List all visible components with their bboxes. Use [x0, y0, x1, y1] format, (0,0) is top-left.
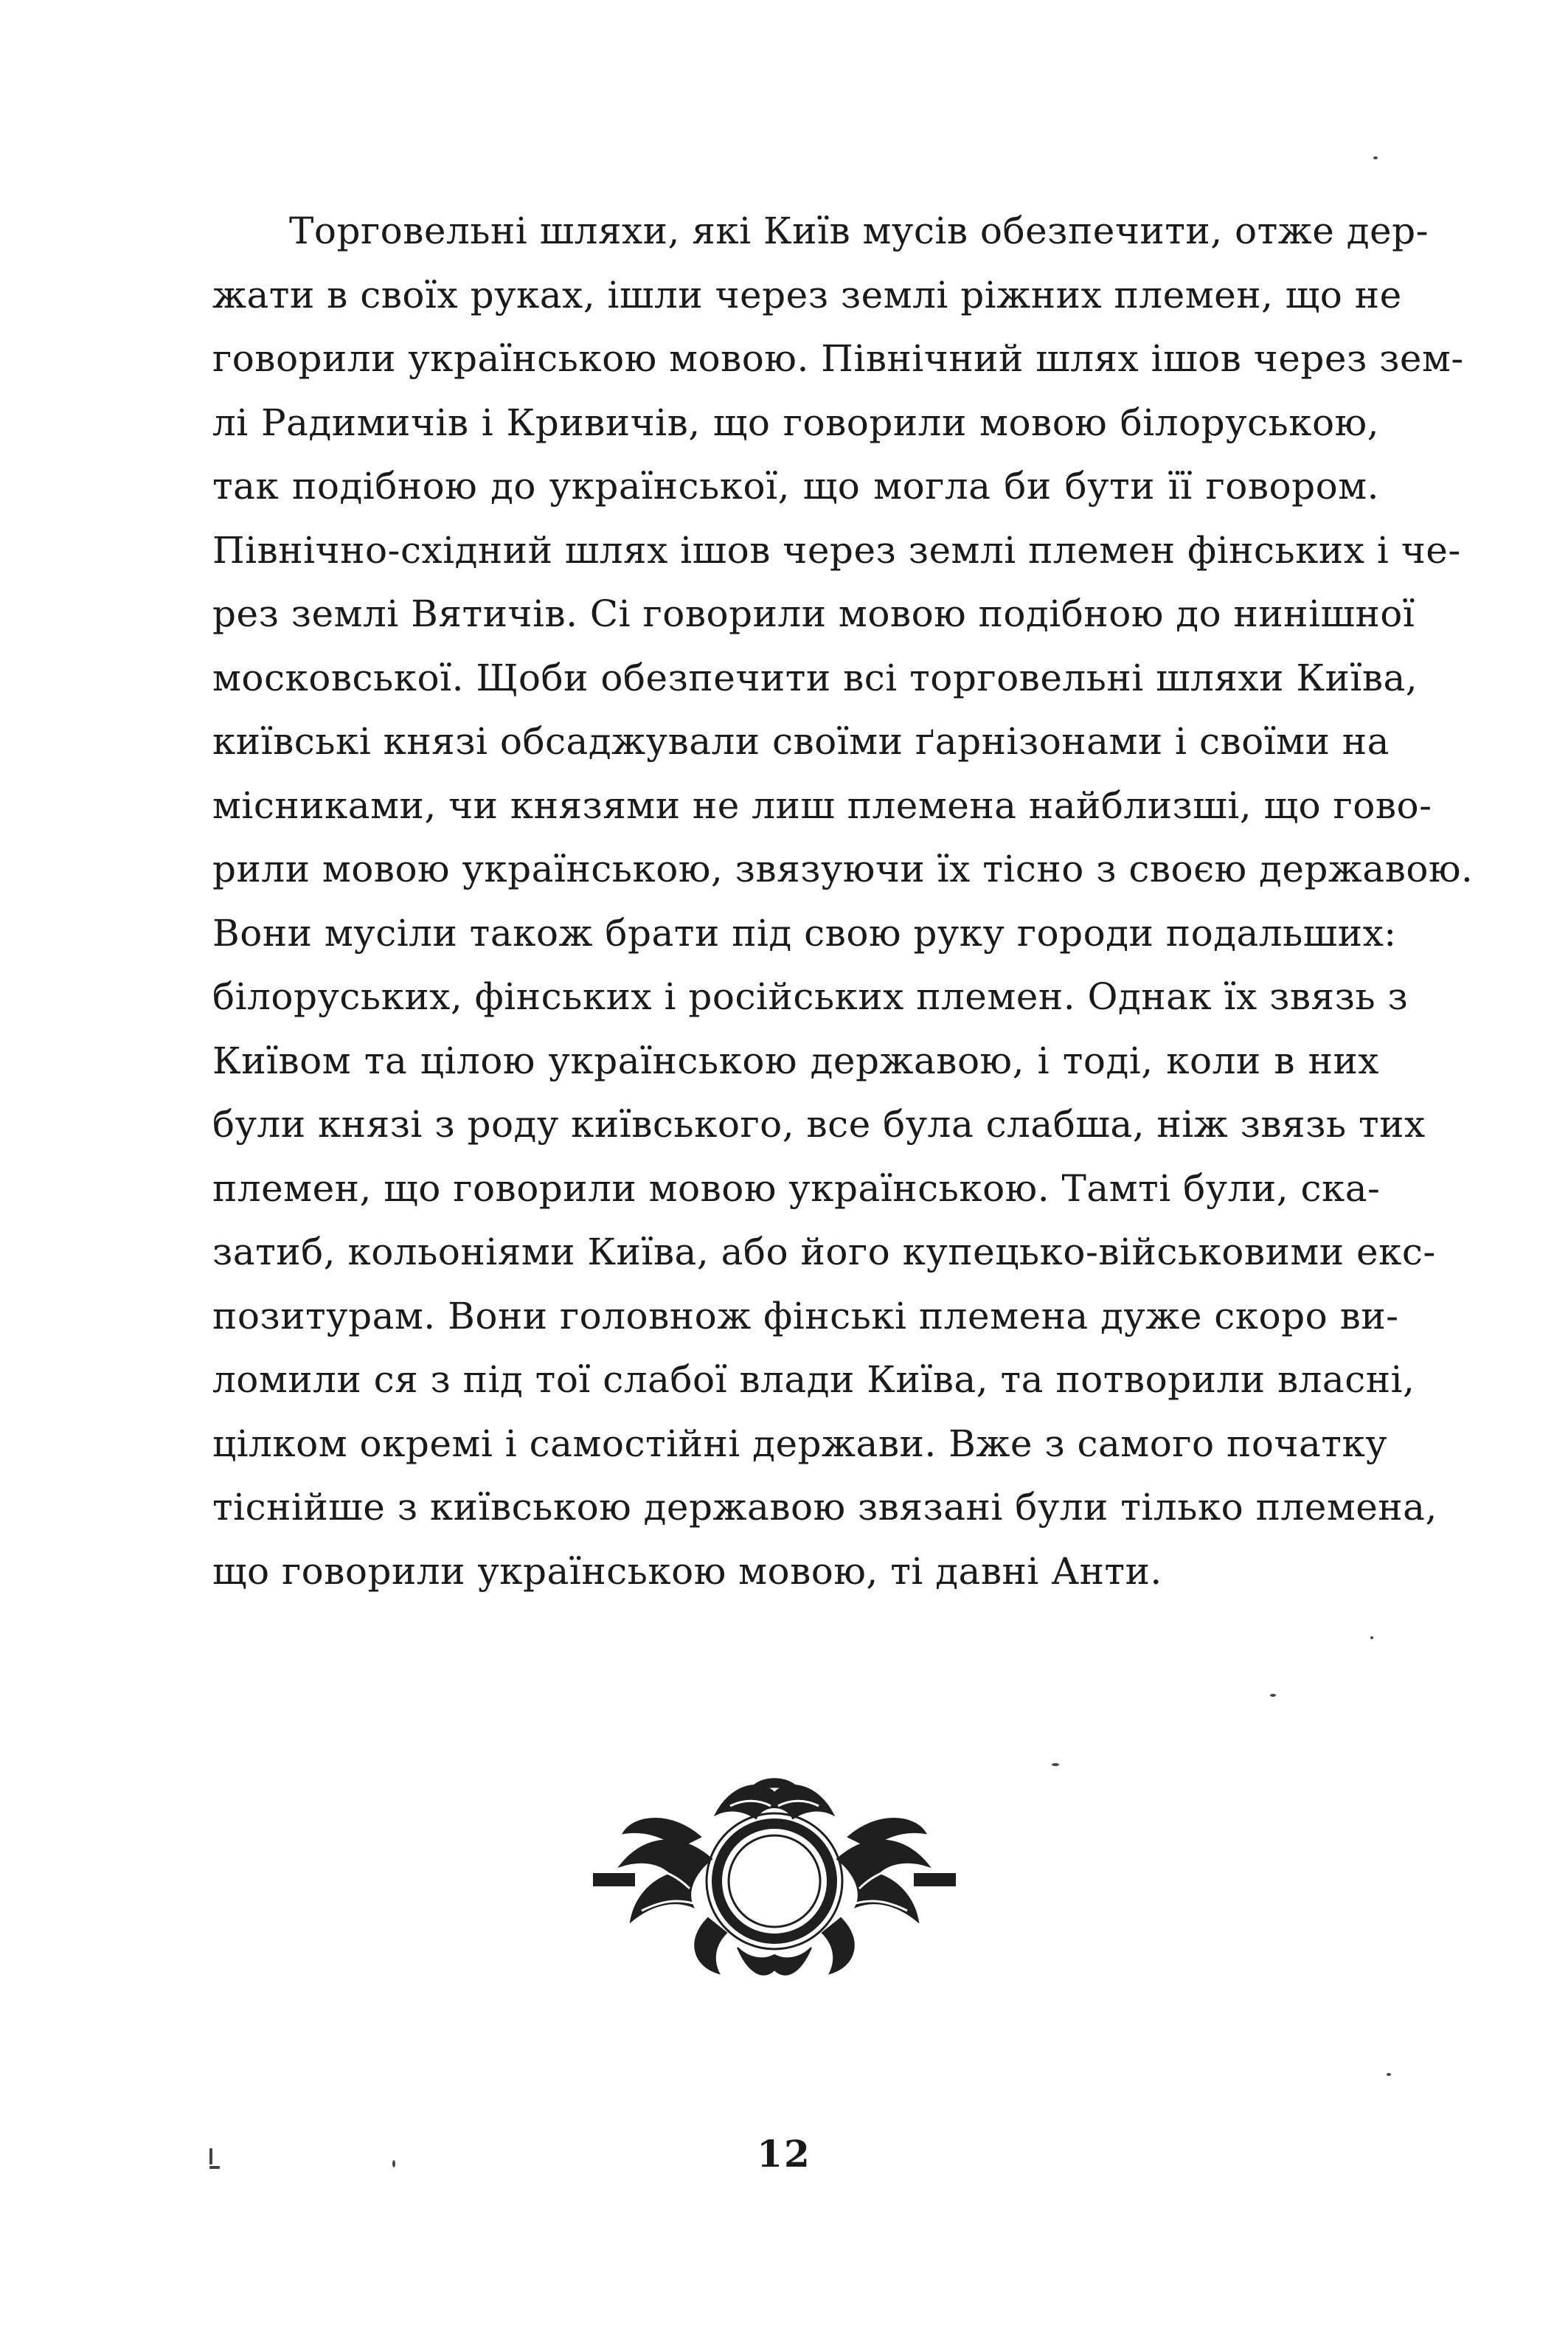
scan-speck — [1387, 2073, 1391, 2076]
text-line: рили мовою українською, звязуючи їх тісно з своєю державою. — [212, 848, 1474, 890]
text-line: Київом та цілою українською державою, і тоді, коли в них — [212, 1039, 1379, 1082]
text-line: київські князі обсаджували своїми ґарнізонами і своїми на — [212, 720, 1390, 763]
text-line: рез землі Вятичів. Сі говорили мовою подібною до нинішної — [212, 592, 1415, 635]
scan-speck — [1052, 1763, 1059, 1766]
scan-speck — [209, 2166, 220, 2169]
text-line: затиб, кольоніями Київа, або його купецько-військовими екс- — [212, 1231, 1436, 1273]
text-line: тіснійше з київською державою звязані були тілько племена, — [212, 1486, 1437, 1529]
text-line: цілком окремі і самостійні держави. Вже з самого початку — [212, 1422, 1388, 1465]
text-line: білоруських, фінських і російських племен. Однак їх звязь з — [212, 975, 1409, 1018]
text-line: Північно-східний шлях ішов через землі племен фінських і че- — [212, 528, 1461, 572]
text-line: московської. Щоби обезпечити всі торговельні шляхи Київа, — [212, 656, 1418, 699]
text-line: Торговельні шляхи, які Київ мусів обезпечити, отже дер- — [289, 210, 1429, 252]
text-line: місниками, чи князями не лиш племена найблизші, що гово- — [212, 783, 1432, 827]
text-line: Вони мусіли також брати під свою руку городи подальших: — [212, 911, 1397, 955]
scan-speck — [1373, 156, 1378, 159]
scan-speck — [1370, 1636, 1373, 1639]
page-number: 12 — [757, 2132, 811, 2176]
text-line: жати в своїх руках, ішли через землі ріжних племен, що не — [212, 273, 1402, 316]
scan-speck — [392, 2160, 395, 2167]
text-line: лі Радимичів і Кривичів, що говорили мовою білоруською, — [212, 401, 1379, 444]
text-line: так подібною до української, що могла би бути її говором. — [212, 465, 1379, 508]
text-line: позитурам. Вони головнож фінські племена дуже скоро ви- — [212, 1294, 1399, 1337]
scan-speck — [1270, 1694, 1276, 1697]
body-text — [212, 199, 1474, 1603]
text-line: були князі з роду київського, все була слабша, ніж звязь тих — [212, 1103, 1426, 1146]
text-line: говорили українською мовою. Північний шлях ішов через зем- — [212, 337, 1464, 380]
text-line: ломили ся з під тої слабої влади Київа, та потворили власні, — [212, 1358, 1415, 1401]
text-line: племен, що говорили мовою українською. Тамті були, ска- — [212, 1166, 1381, 1210]
text-line: що говорили українською мовою, ті давні Анти. — [212, 1549, 1162, 1593]
scan-speck — [209, 2148, 212, 2164]
floral-cartouche-ornament-icon — [590, 1771, 959, 1992]
